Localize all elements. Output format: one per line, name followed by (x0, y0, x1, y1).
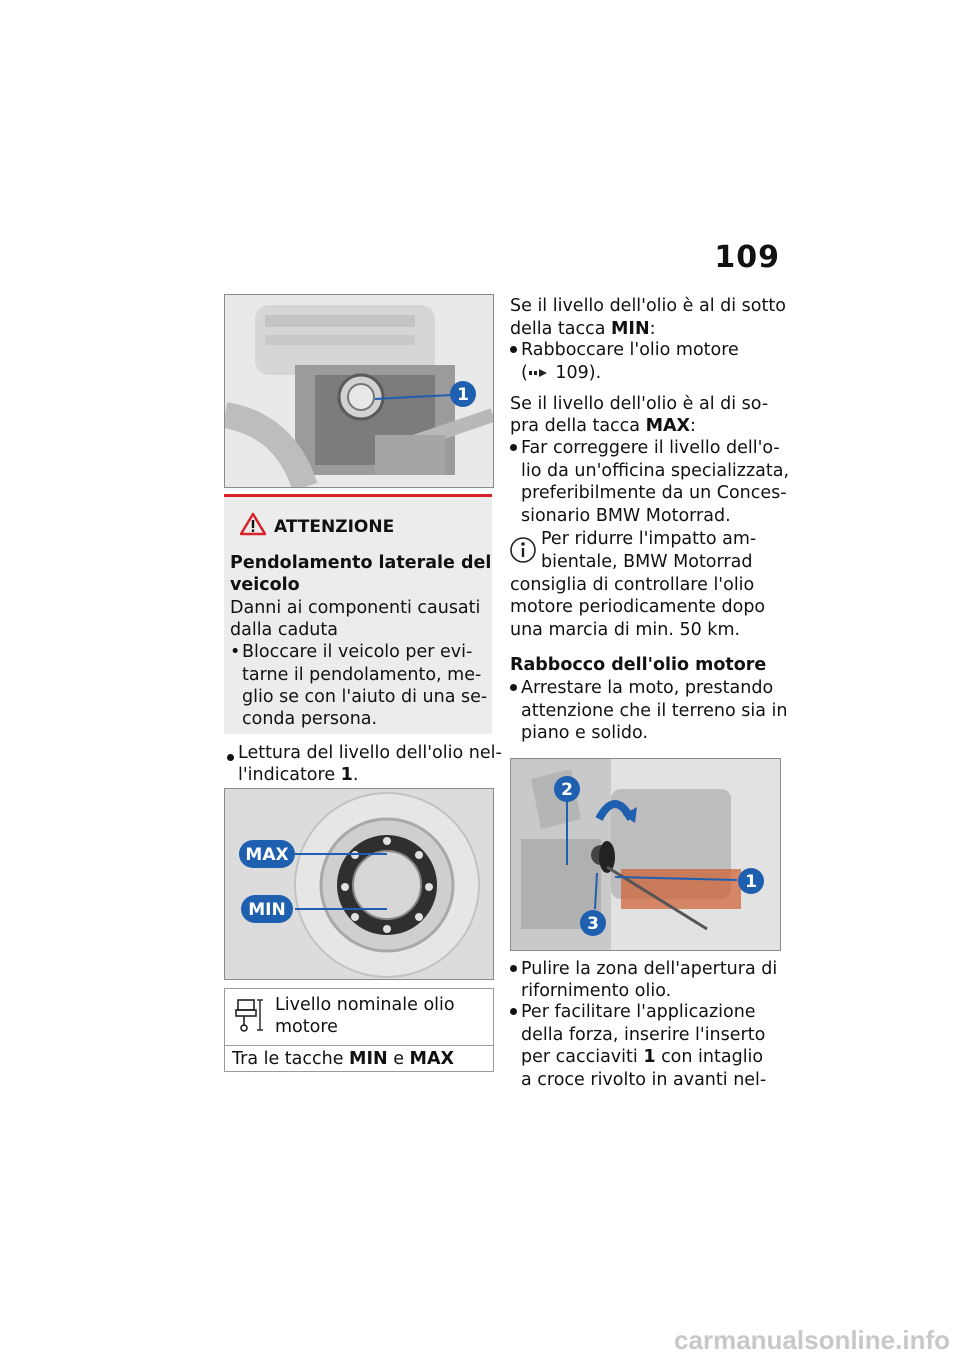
right-bullet2-line1: Far correggere il livello dell'o- (521, 438, 780, 458)
warning-heading-line1: Pendolamento laterale del (230, 553, 492, 573)
right-para2-line1: Se il livello dell'olio è al di so- (510, 394, 769, 414)
engine-oil-level-icon (234, 996, 266, 1034)
right-bullet2-line3: preferibilmente da un Conces- (521, 483, 787, 503)
right-para1-line2: della tacca MIN: (510, 319, 656, 339)
right-bullet5-line1: Per facilitare l'applicazione (521, 1002, 756, 1022)
warning-heading-line2: veicolo (230, 575, 300, 595)
right-para1-line1: Se il livello dell'olio è al di sotto (510, 296, 786, 316)
warning-bullet-line1: Bloccare il veicolo per evi- (242, 642, 473, 662)
note-line3: consiglia di controllare l'olio (510, 575, 755, 595)
warning-title: ATTENZIONE (274, 517, 395, 537)
warning-desc-line1: Danni ai componenti causati (230, 598, 481, 618)
page-number: 109 (714, 240, 780, 275)
right-bullet1-line1: Rabboccare l'olio motore (521, 340, 739, 360)
spec-separator (224, 1045, 494, 1046)
oil-sight-glass-figure (224, 788, 494, 980)
bullet-dot (510, 444, 517, 451)
page-reference-arrow-icon (528, 367, 550, 379)
oil-filler-cap-figure (510, 758, 781, 951)
warning-rule (224, 494, 492, 497)
bullet-dot (510, 346, 517, 353)
right-bullet4-line2: rifornimento olio. (521, 981, 672, 1001)
right-bullet2-line2: lio da un'officina specializzata, (521, 461, 790, 481)
section-title: Rabbocco dell'olio motore (510, 655, 767, 675)
note-line5: una marcia di min. 50 km. (510, 620, 741, 640)
warning-triangle-icon (240, 512, 266, 536)
min-mark-label: MIN (248, 900, 286, 920)
note-line2: bientale, BMW Motorrad (541, 552, 753, 572)
spec-label-line1: Livello nominale olio (275, 995, 455, 1015)
right-bullet2-line4: sionario BMW Motorrad. (521, 506, 731, 526)
right-bullet3-line3: piano e solido. (521, 723, 649, 743)
warning-desc-line2: dalla caduta (230, 620, 338, 640)
left-step-line1: Lettura del livello dell'olio nel- (238, 743, 502, 763)
info-icon (508, 532, 538, 568)
right-bullet3-line1: Arrestare la moto, prestando (521, 678, 774, 698)
bullet-dot (510, 1008, 517, 1015)
bullet-dot (510, 965, 517, 972)
right-bullet5-line2: della forza, inserire l'inserto (521, 1025, 766, 1045)
max-mark-label: MAX (245, 845, 289, 865)
bullet-dot (510, 684, 517, 691)
note-line4: motore periodicamente dopo (510, 597, 766, 617)
warning-bullet-line3: glio se con l'aiuto di una se- (242, 687, 488, 707)
sight-glass-illustration (225, 789, 493, 979)
spec-value: Tra le tacche MIN e MAX (232, 1049, 454, 1069)
right-para2-line2: pra della tacca MAX: (510, 416, 696, 436)
right-bullet3-line2: attenzione che il terreno sia in (521, 701, 788, 721)
bullet-dot (227, 754, 234, 761)
right-bullet1-line2: ( 109). (521, 363, 602, 383)
warning-bullet-marker: • (230, 642, 241, 662)
filler-cap-illustration (511, 759, 780, 950)
figure3-callout-1: 1 (745, 872, 757, 892)
watermark: carmanualsonline.info (674, 1325, 950, 1355)
right-bullet5-line4: a croce rivolto in avanti nel- (521, 1070, 767, 1090)
right-bullet4-line1: Pulire la zona dell'apertura di (521, 959, 778, 979)
note-line1: Per ridurre l'impatto am- (541, 529, 757, 549)
right-bullet5-line3: per cacciaviti 1 con intaglio (521, 1047, 764, 1067)
figure1-callout-1: 1 (457, 385, 469, 405)
warning-bullet-line4: conda persona. (242, 709, 378, 729)
spec-label-line2: motore (275, 1017, 338, 1037)
engine-sight-glass-figure (224, 294, 494, 488)
figure3-callout-3: 3 (587, 914, 599, 934)
left-step-line2: l'indicatore 1. (238, 765, 359, 785)
figure3-callout-2: 2 (561, 780, 573, 800)
engine-illustration (225, 295, 493, 487)
warning-bullet-line2: tarne il pendolamento, me- (242, 665, 482, 685)
